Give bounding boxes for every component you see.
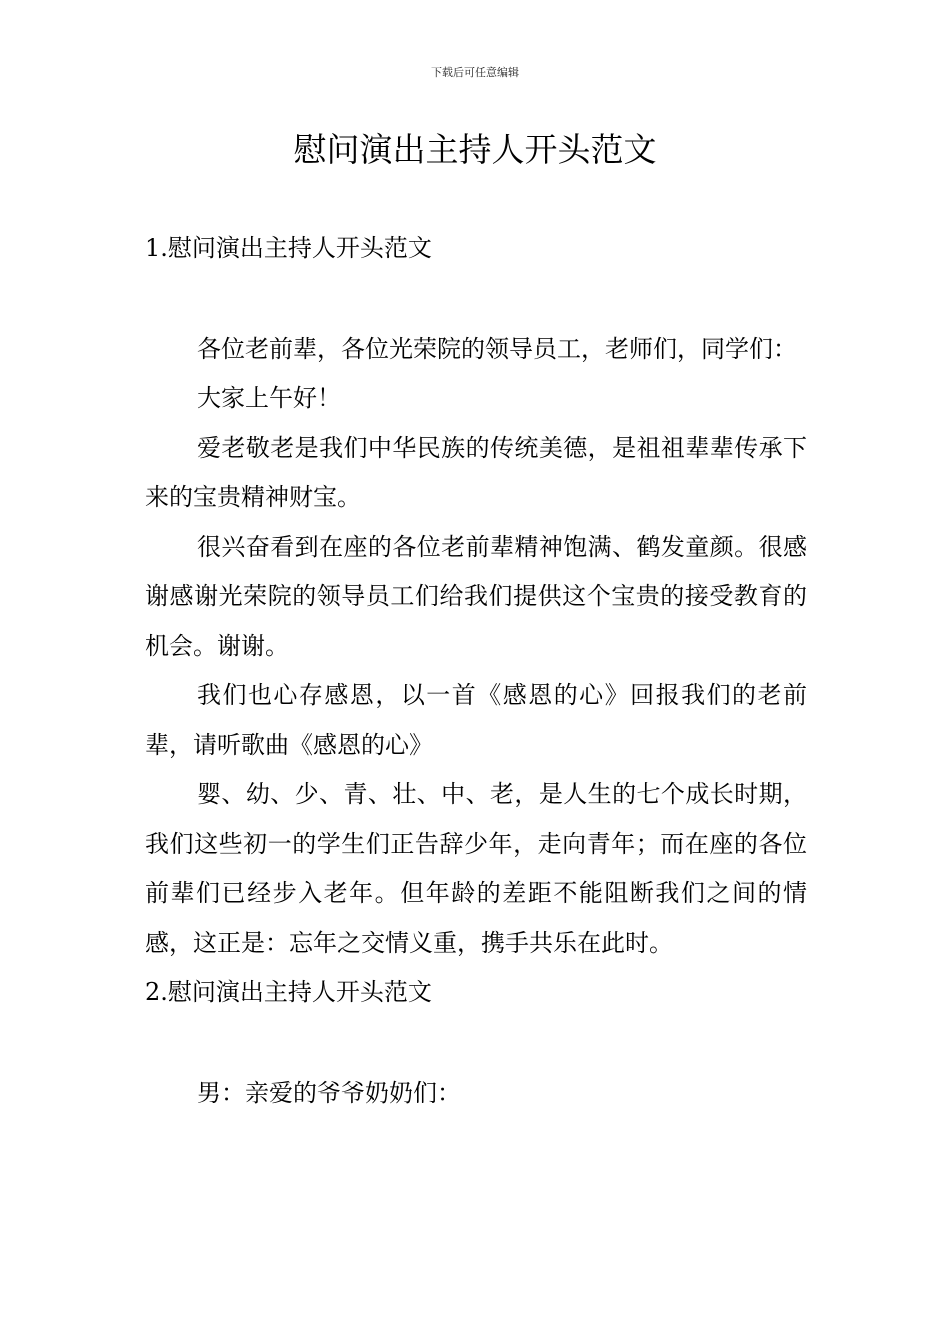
paragraph: 很兴奋看到在座的各位老前辈精神饱满、鹤发童颜。很感谢感谢光荣院的领导员工们给我们提供这个宝贵的接受教育的机会。谢谢。 xyxy=(145,532,807,660)
header-note: 下载后可任意编辑 xyxy=(431,66,519,79)
document-title: 慰问演出主持人开头范文 xyxy=(293,130,657,169)
paragraph: 我们也心存感恩，以一首《感恩的心》回报我们的老前辈，请听歌曲《感恩的心》 xyxy=(145,681,807,759)
paragraph: 男：亲爱的爷爷奶奶们： xyxy=(197,1078,461,1107)
paragraph: 大家上午好！ xyxy=(197,384,341,412)
paragraph: 各位老前辈，各位光荣院的领导员工，老师们，同学们： xyxy=(197,334,797,363)
section-heading-1: 1.慰问演出主持人开头范文 xyxy=(145,234,432,262)
spacer xyxy=(145,1018,807,1069)
document-body xyxy=(145,224,807,1118)
paragraph: 婴、幼、少、青、壮、中、老，是人生的七个成长时期，我们这些初一的学生们正告辞少年，走向青年；而在座的各位前辈们已经步入老年。但年龄的差距不能阻断我们之间的情感，这正是：忘年之交情义重，携手共乐在此时。 xyxy=(145,780,807,957)
paragraph: 爱老敬老是我们中华民族的传统美德，是祖祖辈辈传承下来的宝贵精神财宝。 xyxy=(145,433,807,511)
section-heading-2: 2.慰问演出主持人开头范文 xyxy=(145,978,432,1006)
spacer xyxy=(145,274,807,325)
